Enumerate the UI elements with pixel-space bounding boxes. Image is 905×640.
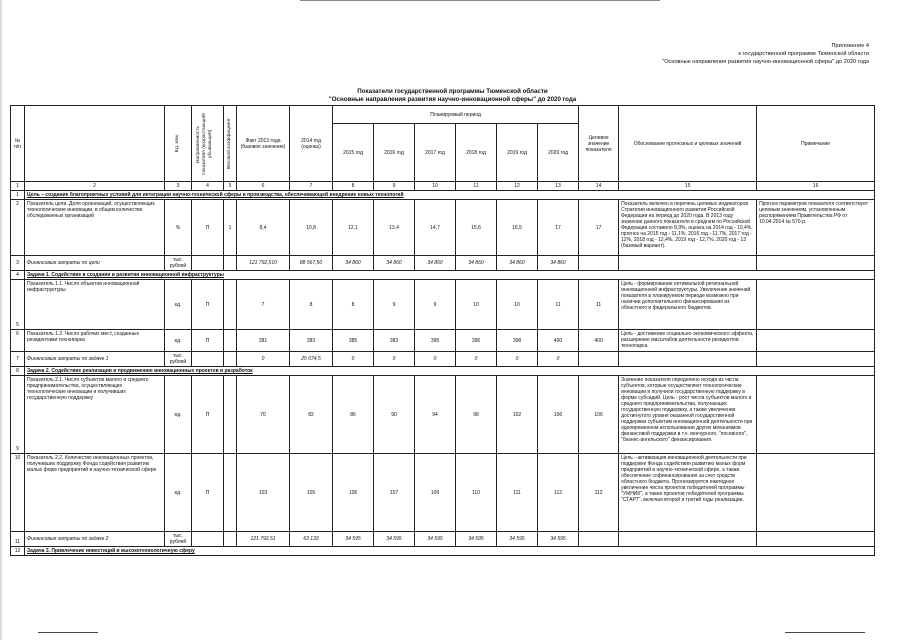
col-fact2013-header: Факт 2013 года (базовое значение) [237, 106, 290, 182]
value-2020: 34 595 [538, 532, 579, 547]
col-num-header: № п/п [11, 106, 25, 182]
target-cell: 106 [579, 376, 619, 454]
value-2019: 34 860 [497, 256, 538, 271]
document-title [0, 88, 905, 104]
value-2016: 34 860 [374, 256, 415, 271]
value-2015: 12,1 [333, 200, 374, 256]
scan-bottom-mark-right [785, 632, 865, 636]
goal-row [11, 191, 875, 200]
fact2013-cell: 103 [237, 454, 290, 532]
fact2013-cell: 381 [237, 330, 290, 352]
value-2020: 400 [538, 330, 579, 352]
target-cell: 11 [579, 280, 619, 330]
col-2019-header: 2019 год [497, 124, 538, 182]
appendix-header [662, 42, 869, 66]
value-2018: 34 860 [456, 256, 497, 271]
row-num: 6 [11, 330, 25, 352]
financing-row [11, 256, 875, 271]
appendix-line-3: "Основные направления развития научно-инновационной сферы" до 2020 года [662, 59, 869, 65]
unit-cell: ед. [165, 330, 192, 352]
row-num: 10 [11, 454, 25, 532]
value-2017: 94 [415, 376, 456, 454]
weight-cell: 1 [224, 200, 237, 256]
direction-cell: П [192, 376, 224, 454]
value-2019: 16,5 [497, 200, 538, 256]
value-2019: 0 [497, 352, 538, 367]
task-text: Задача 2. Содействие реализации и продвижению инновационных проектов и разработок [25, 367, 875, 376]
est2014-cell: 88 567,50 [290, 256, 333, 271]
est2014-cell: 25 074,5 [290, 352, 333, 367]
value-2018: 110 [456, 454, 497, 532]
value-2020: 112 [538, 454, 579, 532]
row-num: 3 [11, 256, 25, 271]
goal-text: Цель – создание благоприятных условий для интеграции научно-технической сферы и производства, обеспечивающей внедрение новых технологий [25, 191, 875, 200]
value-2016: 9 [374, 280, 415, 330]
col-note-header: Примечание [757, 106, 875, 182]
fact2013-cell: 121 792,51 [237, 532, 290, 547]
unit-cell: ед. [165, 280, 192, 330]
scan-top-mark [300, 0, 660, 3]
est2014-cell: 383 [290, 330, 333, 352]
col-2020-header: 2020 год [538, 124, 579, 182]
col-number: 7 [290, 182, 333, 191]
col-number: 9 [374, 182, 415, 191]
col-2018-header: 2018 год [456, 124, 497, 182]
direction-cell: П [192, 200, 224, 256]
fact2013-cell: 70 [237, 376, 290, 454]
justification-cell: Показатель включен в перечень целевых индикаторов Стратегии инновационного развития Российской Федерации на период до 2020 года. В 2013 году значение данного показателя в среднем по Российской Федерации составило 8,9%, оценка на 2014 год - 10,4%, прогноз на 2015 год - 11,1%, 2016 год - 11,7%, 2017 год - 12%, 2018 год - 12,4%, 2019 год - 12,7%, 2020 год - 13 (базовый вариант). [619, 200, 757, 256]
planned-period-header: Планируемый период [333, 106, 579, 124]
value-2020: 34 860 [538, 256, 579, 271]
value-2019: 10 [497, 280, 538, 330]
value-2017: 34 595 [415, 532, 456, 547]
value-2017: 0 [415, 352, 456, 367]
financing-row [11, 532, 875, 547]
est2014-cell: 10,8 [290, 200, 333, 256]
task-row [11, 367, 875, 376]
col-2015-header: 2015 год [333, 124, 374, 182]
task-text: Задача 1. Содействие в создании и развитии инновационной инфраструктуры [25, 271, 875, 280]
direction-cell: П [192, 280, 224, 330]
indicator-row [11, 200, 875, 256]
unit-cell: тыс. рублей [165, 532, 192, 547]
col-target-header: Целевое значение показателя [579, 106, 619, 182]
value-2018: 15,6 [456, 200, 497, 256]
value-2019: 102 [497, 376, 538, 454]
col-number: 12 [497, 182, 538, 191]
scan-bottom-mark-left [38, 632, 98, 636]
indicator-name: Показатель 1.2. Число рабочих мест, созданных резидентами технопарка [25, 330, 165, 352]
indicator-name: Показатель 1.1. Число объектов инновационной инфраструктуры [25, 280, 165, 330]
col-number: 3 [165, 182, 192, 191]
target-cell: 112 [579, 454, 619, 532]
col-direction-header [192, 106, 224, 182]
value-2018: 34 595 [456, 532, 497, 547]
row-num: 8 [11, 367, 25, 376]
justification-cell: Цель - активизация инновационной деятельности при поддержке Фонда содействия развитию малых форм предприятий в научно-технической сфере, а также обеспечение софинансирования за счет средств областного бюджета. Прогнозируется ежегодное увеличение числа проектов победителей программы "УМНИК", а также проектов победителей программы "СТАРТ", включая второй и третий годы реализации. [619, 454, 757, 532]
row-num: 4 [11, 271, 25, 280]
value-2016: 107 [374, 454, 415, 532]
task-text: Задача 3. Привлечение инвестиций в высокотехнологичную сферу [25, 547, 875, 556]
financing-label: Финансовые затраты по задаче 2 [25, 532, 165, 547]
value-2016: 13,4 [374, 200, 415, 256]
title-line-2: "Основные направления развития научно-инновационной сферы" до 2020 года [328, 96, 577, 103]
indicator-name: Показатель цели. Доля организаций, осуществляющих технологические инновации, в общем количестве обследованных организаций [25, 200, 165, 256]
value-2017: 14,7 [415, 200, 456, 256]
fact2013-cell: 121 792,510 [237, 256, 290, 271]
value-2020: 0 [538, 352, 579, 367]
value-2019: 34 595 [497, 532, 538, 547]
col-number: 15 [619, 182, 757, 191]
col-weight-header [224, 106, 237, 182]
est2014-cell: 8 [290, 280, 333, 330]
value-2018: 98 [456, 376, 497, 454]
justification-cell: Цель - формирование оптимальной региональной инновационной инфраструктуры. Увеличение значений показателя в планируемом периоде возможно при наличии дополнительного финансирования из областного и федерального бюджетов. [619, 280, 757, 330]
financing-label: Финансовые затраты по цели [25, 256, 165, 271]
col-number: 11 [456, 182, 497, 191]
fact2013-cell: 0 [237, 352, 290, 367]
row-num: 2 [11, 200, 25, 256]
fact2013-cell: 8,4 [237, 200, 290, 256]
value-2015: 34 595 [333, 532, 374, 547]
unit-cell: тыс. рублей [165, 256, 192, 271]
value-2015: 385 [333, 330, 374, 352]
value-2015: 34 860 [333, 256, 374, 271]
value-2017: 34 860 [415, 256, 456, 271]
row-num: 12 [11, 547, 25, 556]
value-2019: 398 [497, 330, 538, 352]
value-2017: 395 [415, 330, 456, 352]
appendix-line-2: к государственной программе Тюменской области [738, 51, 869, 57]
direction-cell: П [192, 330, 224, 352]
col-number: 4 [192, 182, 224, 191]
row-num: 1 [11, 191, 25, 200]
value-2018: 0 [456, 352, 497, 367]
indicator-name: Показатель 2.2. Количество инновационных проектов, получивших поддержку Фонда содействия развитию малых форм предприятий в научно-технической сфере [25, 454, 165, 532]
value-2016: 383 [374, 330, 415, 352]
unit-cell: % [165, 200, 192, 256]
col-number: 8 [333, 182, 374, 191]
est2014-cell: 105 [290, 454, 333, 532]
value-2017: 9 [415, 280, 456, 330]
col-unit-header [165, 106, 192, 182]
col-number: 2 [25, 182, 165, 191]
col-number: 1 [11, 182, 25, 191]
row-num: 11 [11, 532, 25, 547]
unit-cell: тыс. рублей [165, 352, 192, 367]
col-number: 13 [538, 182, 579, 191]
col-number: 10 [415, 182, 456, 191]
justification-cell: Цель - достижение социально-экономического эффекта, расширение масштабов деятельности резидентов технопарка. [619, 330, 757, 352]
col-justification-header: Обоснование прогнозных и целевых значений [619, 106, 757, 182]
col-weight-label: Весовой коэффициент [227, 118, 232, 169]
task-row [11, 271, 875, 280]
indicator-row [11, 330, 875, 352]
indicator-row [11, 280, 875, 330]
indicator-name: Показатель 2.1. Число субъектов малого и среднего предпринимательства, осуществляющих технологические инновации и получивших государственную поддержку [25, 376, 165, 454]
title-line-1: Показатели государственной программы Тюменской области [357, 88, 548, 95]
value-2020: 106 [538, 376, 579, 454]
col-unit-label: Ед. изм. [175, 134, 180, 153]
indicator-row [11, 376, 875, 454]
value-2015: 106 [333, 454, 374, 532]
target-cell: 400 [579, 330, 619, 352]
value-2018: 396 [456, 330, 497, 352]
direction-cell: П [192, 454, 224, 532]
value-2018: 10 [456, 280, 497, 330]
row-num: 7 [11, 352, 25, 367]
indicators-table [10, 105, 875, 556]
col-est2014-header: 2014 год (оценка) [290, 106, 333, 182]
col-2017-header: 2017 год [415, 124, 456, 182]
financing-row [11, 352, 875, 367]
justification-cell: Значение показателя определено исходя из числа субъектов, которые осуществляют технологические инновации и получили государственную поддержку в форме субсидий. Цель - рост числа субъектов малого и среднего предпринимательства, получающих государственную поддержку, а также увеличение достигнутого уровня оказанной государственной поддержки субъектам инновационной деятельности при одновременном использовании других механизмов финансовой поддержки в т.ч. венчурного, "посевного", "бизнес-ангельского" финансирования. [619, 376, 757, 454]
col-number: 16 [757, 182, 875, 191]
value-2016: 90 [374, 376, 415, 454]
value-2015: 0 [333, 352, 374, 367]
unit-cell: ед. [165, 454, 192, 532]
fact2013-cell: 7 [237, 280, 290, 330]
value-2020: 11 [538, 280, 579, 330]
col-number: 5 [224, 182, 237, 191]
value-2015: 8 [333, 280, 374, 330]
task-row [11, 547, 875, 556]
est2014-cell: 82 [290, 376, 333, 454]
value-2016: 0 [374, 352, 415, 367]
indicator-row [11, 454, 875, 532]
row-num: 5 [11, 280, 25, 330]
row-num: 9 [11, 376, 25, 454]
value-2017: 109 [415, 454, 456, 532]
unit-cell: ед. [165, 376, 192, 454]
financing-label: Финансовые затраты по задаче 1 [25, 352, 165, 367]
appendix-line-1: Приложение 4 [831, 43, 869, 49]
col-2016-header: 2016 год [374, 124, 415, 182]
target-cell: 17 [579, 200, 619, 256]
value-2015: 86 [333, 376, 374, 454]
note-cell: Прогноз параметров показателя соответствует целевым значениям, установленным распоряжением Правительства РФ от 10.04.2014 № 570-р. [757, 200, 875, 256]
column-number-row [11, 182, 875, 191]
value-2020: 17 [538, 200, 579, 256]
col-direction-label: Направленность показателя (возрастающий/ убывающий) [195, 112, 213, 175]
est2014-cell: 63 133 [290, 532, 333, 547]
value-2016: 34 595 [374, 532, 415, 547]
col-number: 6 [237, 182, 290, 191]
col-number: 14 [579, 182, 619, 191]
value-2019: 111 [497, 454, 538, 532]
col-name-header [25, 106, 165, 182]
